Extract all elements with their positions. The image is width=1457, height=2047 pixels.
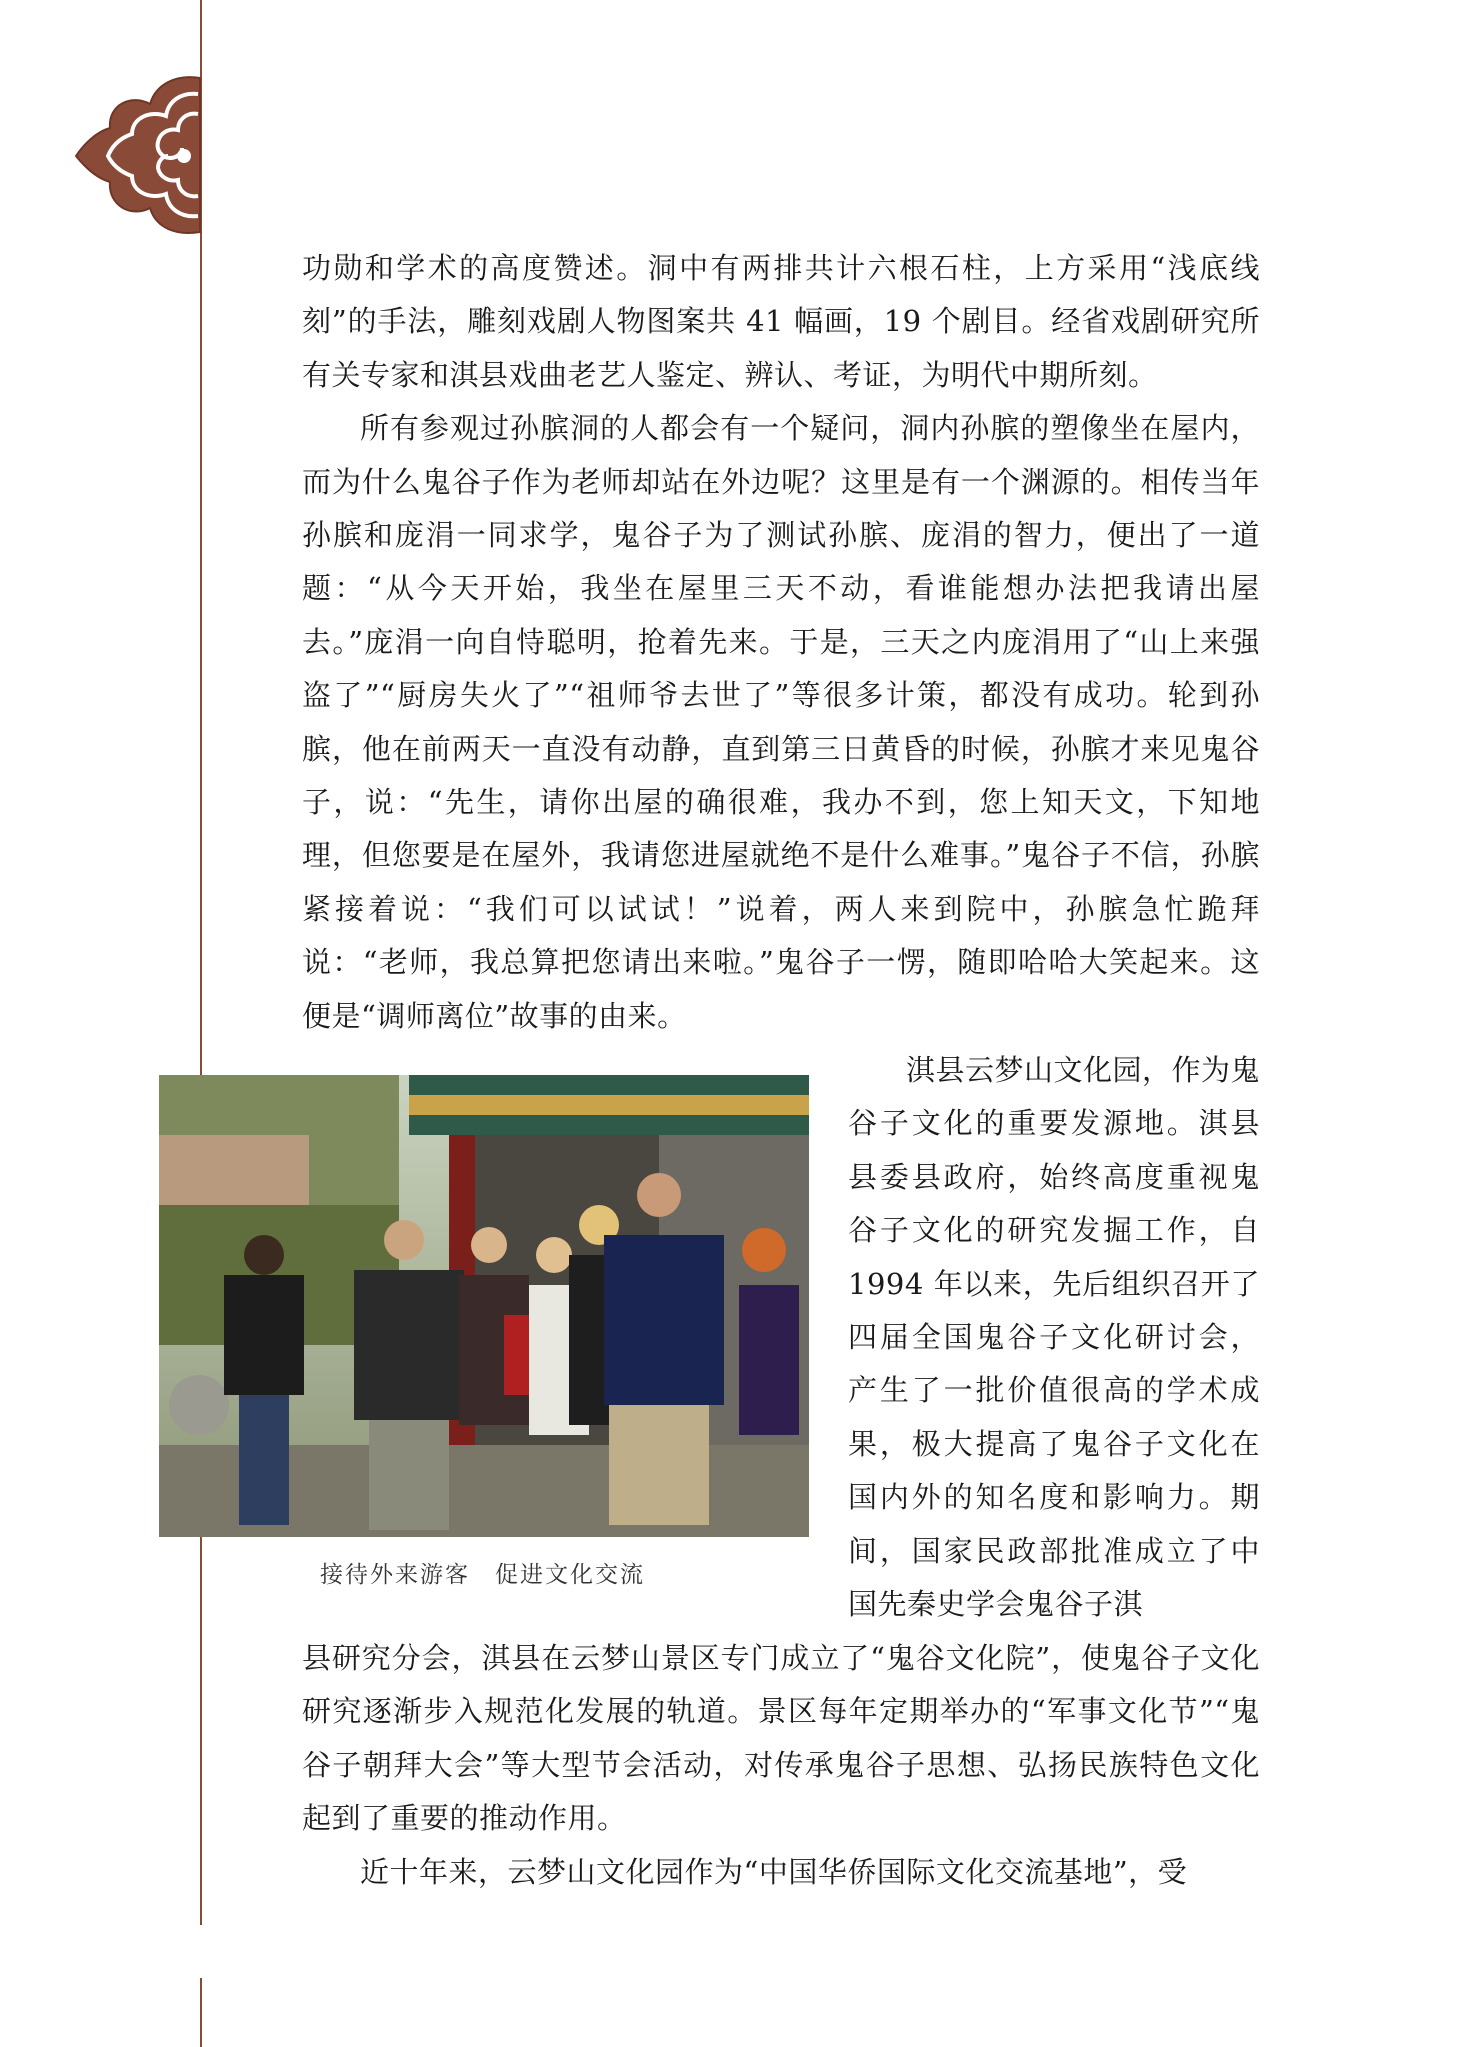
cloud-ornament-icon <box>72 70 202 240</box>
body-text-bottom <box>302 1632 1260 1899</box>
photo-tourists <box>159 1075 809 1537</box>
margin-rule-top <box>200 0 202 1925</box>
paragraph: 功勋和学术的高度赞述。洞中有两排共计六根石柱，上方采用“浅底线刻”的手法，雕刻戏剧人物图案共 41 幅画，19 个剧目。经省戏剧研究所有关专家和淇县戏曲老艺人鉴定、辨认、考证，为明代中期所刻。 <box>302 251 1260 392</box>
body-text-top <box>302 242 1260 1043</box>
margin-rule-bottom <box>200 1978 202 2047</box>
photo-caption: 接待外来游客 促进文化交流 <box>320 1562 645 1588</box>
body-text-side: 淇县云梦山文化园，作为鬼谷子文化的重要发源地。淇县县委县政府，始终高度重视鬼谷子文化的研究发掘工作，自 1994 年以来，先后组织召开了四届全国鬼谷子文化研讨会，产生了一批价值很高的学术成果，极大提高了鬼谷子文化在国内外的知名度和影响力。期间，国家民政部批准成立了中国先秦史学会鬼谷子淇 <box>848 1053 1261 1622</box>
paragraph: 所有参观过孙膑洞的人都会有一个疑问，洞内孙膑的塑像坐在屋内，而为什么鬼谷子作为老师却站在外边呢？这里是有一个渊源的。相传当年孙膑和庞涓一同求学，鬼谷子为了测试孙膑、庞涓的智力，便出了一道题：“从今天开始，我坐在屋里三天不动，看谁能想办法把我请出屋去。”庞涓一向自恃聪明，抢着先来。于是，三天之内庞涓用了“山上来强盗了”“厨房失火了”“祖师爷去世了”等很多计策，都没有成功。轮到孙膑，他在前两天一直没有动静，直到第三日黄昏的时候，孙膑才来见鬼谷子，说：“先生，请你出屋的确很难，我办不到，您上知天文，下知地理，但您要是在屋外，我请您进屋就绝不是什么难事。”鬼谷子不信，孙膑紧接着说：“我们可以试试！”说着，两人来到院中，孙膑急忙跪拜说：“老师，我总算把您请出来啦。”鬼谷子一愣，随即哈哈大笑起来。这便是“调师离位”故事的由来。 <box>302 411 1260 1033</box>
photo-illustration <box>159 1075 809 1537</box>
paragraph: 近十年来，云梦山文化园作为“中国华侨国际文化交流基地”，受 <box>360 1854 1188 1889</box>
paragraph: 县研究分会，淇县在云梦山景区专门成立了“鬼谷文化院”，使鬼谷子文化研究逐渐步入规范化发展的轨道。景区每年定期举办的“军事文化节”“鬼谷子朝拜大会”等大型节会活动，对传承鬼谷子思想、弘扬民族特色文化起到了重要的推动作用。 <box>302 1641 1260 1836</box>
